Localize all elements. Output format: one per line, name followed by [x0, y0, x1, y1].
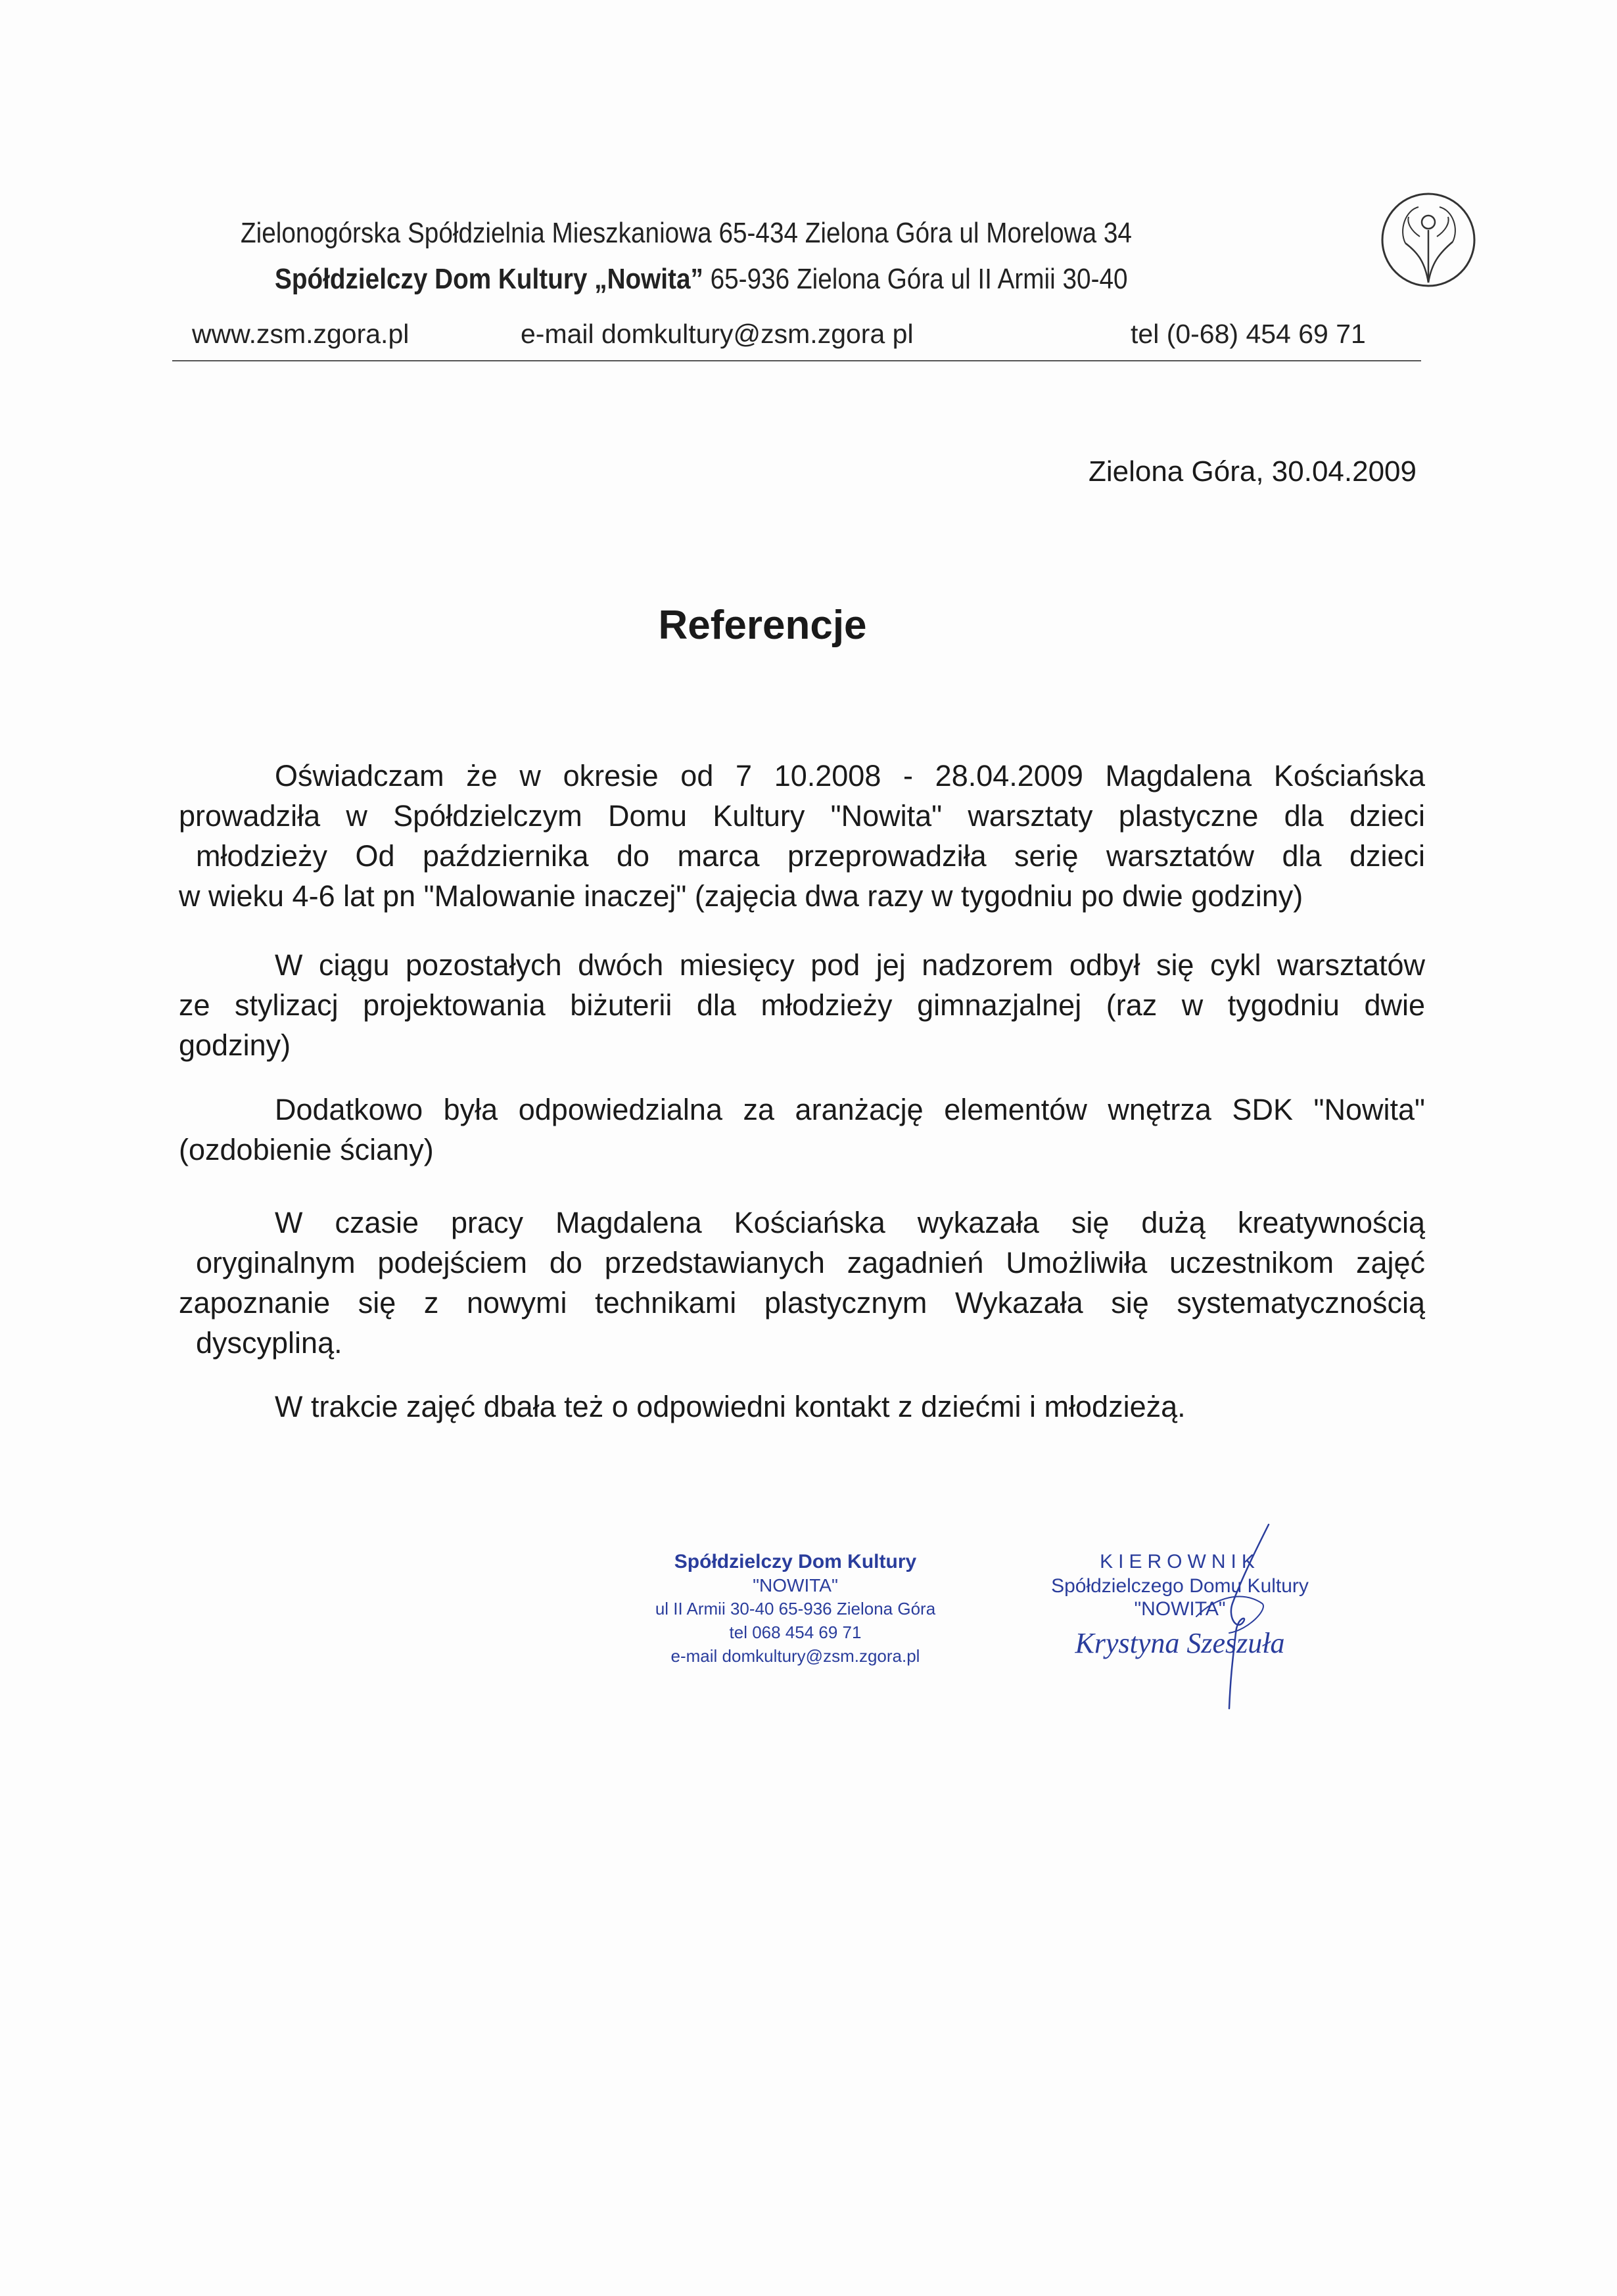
- paragraph-line: Dodatkowo była odpowiedzialna za aranżację elementów wnętrza SDK "Nowita": [275, 1093, 1425, 1126]
- stamp-director-name: Krystyna Szeszuła: [1075, 1627, 1285, 1659]
- letterhead-cooperative: Zielonogórska Spółdzielnia Mieszkaniowa 65-434 Zielona Góra ul Morelowa 34: [241, 217, 1132, 249]
- stamp-director-institution-short: "NOWITA": [1134, 1598, 1226, 1620]
- handwritten-signature: [1170, 1518, 1301, 1722]
- stamp-director-institution: Spółdzielczego Domu Kultury: [1051, 1575, 1309, 1597]
- stamp-director-role: KIEROWNIK: [1100, 1551, 1260, 1573]
- institution-stamp: [592, 1550, 999, 1668]
- letterhead-phone: tel (0-68) 454 69 71: [1131, 319, 1366, 349]
- document-title: Referencje: [658, 603, 867, 648]
- paragraph-line: oryginalnym podejściem do przedstawianych zagadnień Umożliwiła uczestnikom zajęć: [196, 1246, 1425, 1279]
- document-date: Zielona Góra, 30.04.2009: [1088, 455, 1417, 488]
- letterhead-culture-house: [275, 261, 1128, 298]
- letterhead-culture-house-address: 65-936 Zielona Góra ul II Armii 30-40: [703, 263, 1128, 295]
- letterhead-culture-house-name: Spółdzielczy Dom Kultury „Nowita”: [275, 263, 703, 295]
- paragraph-line: zapoznanie się z nowymi technikami plastycznym Wykazała się systematycznością: [179, 1286, 1425, 1320]
- organization-logo: [1379, 191, 1478, 289]
- letterhead-email: e-mail domkultury@zsm.zgora pl: [521, 319, 914, 349]
- paragraph-1: [179, 756, 1425, 916]
- stamp-address: ul II Armii 30-40 65-936 Zielona Góra: [655, 1599, 936, 1619]
- paragraph-line: ze stylizacj projektowania biżuterii dla młodzieży gimnazjalnej (raz w tygodniu dwie: [179, 988, 1425, 1022]
- paragraph-line: Oświadczam że w okresie od 7 10.2008 - 28.04.2009 Magdalena Kościańska: [275, 759, 1425, 792]
- paragraph-line: W ciągu pozostałych dwóch miesięcy pod jej nadzorem odbył się cykl warsztatów: [275, 948, 1425, 982]
- stamp-institution-short-name: "NOWITA": [753, 1575, 838, 1596]
- paragraph-line: młodzieży Od października do marca przeprowadziła serię warsztatów dla dzieci: [196, 839, 1425, 873]
- paragraph-4: [179, 1203, 1425, 1363]
- paragraph-3: [179, 1090, 1425, 1170]
- paragraph-5: [179, 1387, 1425, 1427]
- paragraph-line: W czasie pracy Magdalena Kościańska wykazała się dużą kreatywnością: [275, 1206, 1425, 1239]
- letterhead-website: www.zsm.zgora.pl: [192, 319, 410, 349]
- paragraph-line: W trakcie zajęć dbała też o odpowiedni kontakt z dziećmi i młodzieżą.: [275, 1390, 1186, 1423]
- stamp-email: e-mail domkultury@zsm.zgora.pl: [670, 1646, 920, 1666]
- paragraph-line: dyscypliną.: [196, 1326, 342, 1360]
- stamp-institution-name: Spółdzielczy Dom Kultury: [674, 1551, 917, 1573]
- letterhead-divider: [172, 360, 1421, 361]
- stamp-phone: tel 068 454 69 71: [729, 1622, 862, 1642]
- paragraph-line: (ozdobienie ściany): [179, 1133, 434, 1166]
- paragraph-line: godziny): [179, 1028, 291, 1062]
- paragraph-line: w wieku 4-6 lat pn "Malowanie inaczej" (zajęcia dwa razy w tygodniu po dwie godziny): [179, 879, 1303, 913]
- paragraph-line: prowadziła w Spółdzielczym Domu Kultury "Nowita" warsztaty plastyczne dla dzieci: [179, 799, 1425, 833]
- paragraph-2: [179, 945, 1425, 1065]
